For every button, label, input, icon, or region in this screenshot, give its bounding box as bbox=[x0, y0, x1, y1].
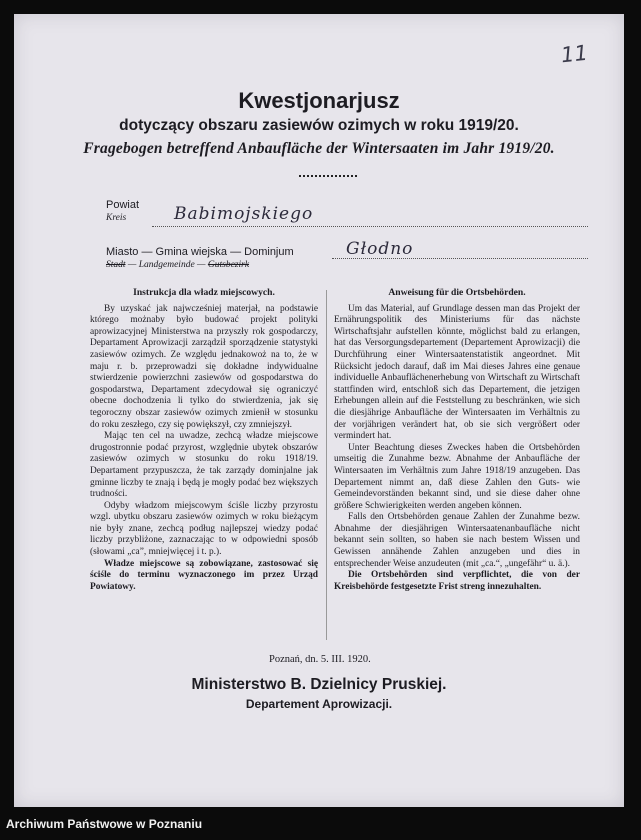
document-subtitle: dotyczący obszaru zasiewów ozimych w roku 1919/20. bbox=[119, 117, 519, 134]
dateline: Poznań, dn. 5. III. 1920. bbox=[269, 654, 371, 665]
instruction-german-paragraph-1: Um das Material, auf Grundlage dessen man das Projekt der Ernährungspolitik des Ministeriums für das nächste Wirtschaftsjahr aufstellen könnte, möglichst bald zu erlangen, hat das Versorgungsdepartement (Departement Aprowizacji) die Durchführung einer Wintersaatenstatistik angeordnet. Mit Rücksicht jedoch darauf, daß im Mai dieses Jahres eine genaue individuelle Anbauflächenerhebung von Wirtschaft zu Wirtschaft stattfinden wird, entschloß sich das Departement, die jetzigen Erhebungen allein auf die Feststellung zu beschränken, wie sich die diesjährige Anbaufläche der Wintersaaten im Verhältnis zu der vorjährigen verändert hat, ob sie sich vergrößert oder vermindert hat. bbox=[334, 303, 580, 442]
miasto-label-german-gutsbezirk: Gutsbezirk bbox=[207, 260, 250, 270]
document-title: Kwestjonarjusz bbox=[238, 88, 400, 113]
ministry-signature: Ministerstwo B. Dzielnicy Pruskiej. bbox=[191, 676, 447, 693]
document-subtitle-german: Fragebogen betreffend Anbaufläche der Wintersaaten im Jahr 1919/20. bbox=[83, 140, 555, 157]
miasto-label-german-sep2: — bbox=[194, 260, 208, 270]
miasto-handwritten-value: Głodno bbox=[346, 239, 414, 259]
miasto-label-german-landgemeinde: Landgemeinde bbox=[138, 260, 195, 270]
miasto-label-german-stadt: Stadt bbox=[106, 260, 126, 270]
powiat-label-german: Kreis bbox=[106, 213, 127, 223]
instruction-polish-paragraph-2: Mając ten cel na uwadze, zechcą władze miejscowe drugostronnie podać przyrost, względnie ubytek obszarów zasiewów ozimych w stosunku do roku 1918/19. Departament przypuszcza, że tak zarządy dominjalne jak gminne liczby te znają i będą je mogły podać bez większych trudności. bbox=[90, 431, 318, 500]
miasto-label-german-sep1: — bbox=[125, 260, 139, 270]
page-number: 11 bbox=[560, 40, 590, 68]
instruction-polish bbox=[90, 287, 318, 593]
instruction-polish-paragraph-3: Odyby władzom miejscowym ściśle liczby przyrostu wzgl. ubytku obszaru zasiewów ozimych w roku bieżącym nie były znane, zechcą podług najlepszej wiedzy podać liczby przybliżone, zaznaczając to w odpowiedni sposób (słowami „ca”, mniejwięcej i t. p.). bbox=[90, 500, 318, 558]
miasto-label-german bbox=[106, 259, 294, 272]
powiat-label-group bbox=[106, 199, 139, 225]
instruction-german-paragraph-3: Falls den Ortsbehörden genaue Zahlen der Zunahme bezw. Abnahme der diesjährigen Wintersaatenanbaufläche nicht bekannt sein sollten, so haben sie nach bestem Wissen und Gewissen annähende Zahlen anzugeben und dies in entsprechender Weise anzudeuten (mit „ca.“, „ungefähr“ u. ä.). bbox=[334, 512, 580, 569]
column-divider bbox=[326, 290, 327, 640]
instruction-german-paragraph-2: Unter Beachtung dieses Zweckes haben die Ortsbehörden umseitig die Zunahme bezw. Abnahme der Anbaufläche der Wintersaaten im Verhältnis zum Jahre 1918/19 anzugeben. Das Departement nimmt an, daß diese Zahlen den Guts- wie Gemeindevorständen bekannt sind, und sie diese daher ohne größere Schwierigkeiten werden angeben können. bbox=[334, 442, 580, 511]
archive-footer-label: Archiwum Państwowe w Poznaniu bbox=[6, 817, 203, 831]
instruction-german-paragraph-4: Die Ortsbehörden sind verpflichtet, die von der Kreisbehörde festgesetzte Frist streng innezuhalten. bbox=[334, 570, 580, 592]
instruction-german-heading: Anweisung für die Ortsbehörden. bbox=[388, 287, 526, 298]
instruction-polish-paragraph-1: By uzyskać jak najwcześniej materjał, na podstawie którego możnaby było budować projekt polityki aprowizacyjnej Ministerstwa na przyszły rok gospodarczy, Departament Aprowizacji zarządził sporządzenie statystyki zasiewów ozimych. Ze względu jednakowoż na to, że w maju r. b. przeprowadzi się dokładne indywidualne stwierdzenie powierzchni zasiewów od gospodarstwa do gospodarstwa, Departament zdecydował się ograniczyć obecne dochodzenia li tylko do stwierdzenia, jak się tegoroczny obszar zasiewów ozimych zmienił w stosunku do roku zeszłego, czy się powiększył, czy zmniejszył. bbox=[90, 303, 318, 430]
instruction-german bbox=[334, 287, 580, 593]
document-page bbox=[14, 14, 624, 807]
department-signature: Departement Aprowizacji. bbox=[245, 697, 393, 711]
instruction-polish-paragraph-4: Władze miejscowe są zobowiązane, zastosować się ściśle do terminu wyznaczonego im przez Urząd Powiatowy. bbox=[90, 558, 318, 592]
instruction-polish-heading: Instrukcja dla władz miejscowych. bbox=[133, 287, 275, 298]
miasto-label-group bbox=[106, 246, 294, 272]
powiat-label: Powiat bbox=[106, 199, 140, 211]
miasto-label: Miasto — Gmina wiejska — Dominjum bbox=[106, 246, 294, 258]
powiat-handwritten-value: Babimojskiego bbox=[174, 204, 314, 224]
powiat-field-line bbox=[152, 226, 588, 227]
decorative-divider bbox=[299, 175, 357, 180]
